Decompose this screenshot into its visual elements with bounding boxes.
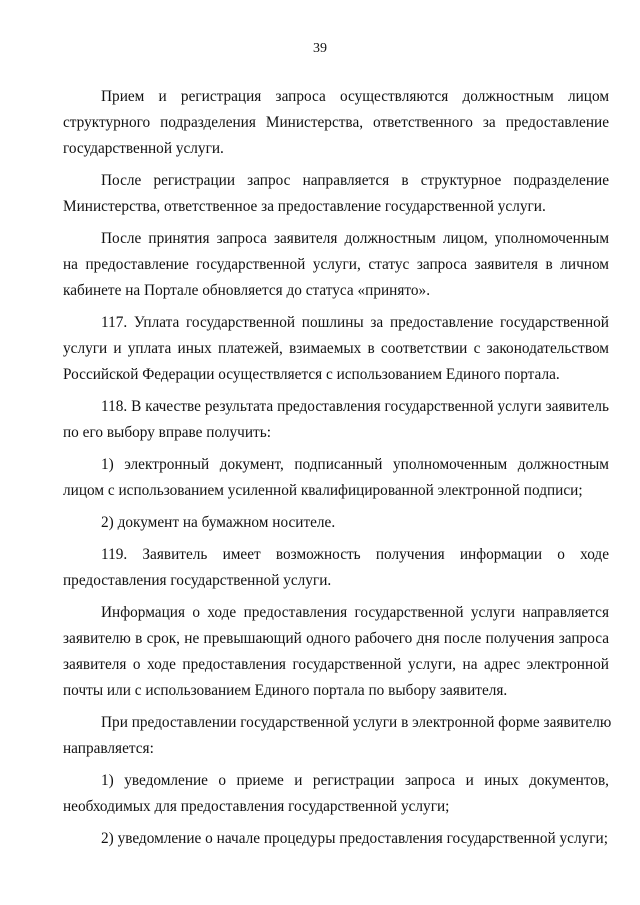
list-item-registration-notification xyxy=(63,768,609,820)
text-line: кабинете на Портале обновляется до статуса «принято». xyxy=(63,282,431,299)
paragraph-after-registration xyxy=(63,168,609,220)
paragraph-117-state-fee xyxy=(63,310,609,388)
text-line: Министерства, ответственное за предоставление государственной услуги. xyxy=(63,198,546,215)
text-line: заявителя о ходе предоставления государственной услуги, на адрес электронной xyxy=(63,656,609,673)
text-line: После регистрации запрос направляется в структурное подразделение xyxy=(101,172,609,189)
paragraph-electronic-form-notifications xyxy=(63,710,612,762)
paragraph-118-result xyxy=(63,394,609,446)
list-item-electronic-document xyxy=(63,452,609,504)
text-line: 1) уведомление о приеме и регистрации запроса и иных документов, xyxy=(101,772,609,789)
text-line: заявителю в срок, не превышающий одного рабочего дня после получения запроса xyxy=(63,630,609,647)
text-line: структурного подразделения Министерства, ответственного за предоставление xyxy=(63,114,609,131)
text-line: по его выбору вправе получить: xyxy=(63,424,271,441)
text-line: 1) электронный документ, подписанный уполномоченным должностным xyxy=(101,456,609,473)
text-line: лицом с использованием усиленной квалифицированной электронной подписи; xyxy=(63,482,583,499)
text-line: Информация о ходе предоставления государственной услуги направляется xyxy=(101,604,609,621)
paragraph-progress-info-delivery xyxy=(63,600,609,704)
text-line: 2) уведомление о начале процедуры предоставления государственной услуги; xyxy=(101,830,608,847)
text-line: необходимых для предоставления государственной услуги; xyxy=(63,798,450,815)
text-line: предоставления государственной услуги. xyxy=(63,572,332,589)
page-number: 39 xyxy=(313,41,327,56)
text-line: 119. Заявитель имеет возможность получения информации о ходе xyxy=(101,546,609,563)
text-line: При предоставлении государственной услуги в электронной форме заявителю xyxy=(101,714,612,731)
text-line: 118. В качестве результата предоставления государственной услуги заявитель xyxy=(101,398,609,415)
text-line: 2) документ на бумажном носителе. xyxy=(101,514,336,531)
text-line: услуги и уплата иных платежей, взимаемых в соответствии с законодательством xyxy=(63,340,609,357)
text-line: 117. Уплата государственной пошлины за предоставление государственной xyxy=(101,314,609,331)
paragraph-119-progress-info xyxy=(63,542,609,594)
text-line: Российской Федерации осуществляется с использованием Единого портала. xyxy=(63,366,560,383)
text-line: на предоставление государственной услуги, статус запроса заявителя в личном xyxy=(63,256,609,273)
text-line: После принятия запроса заявителя должностным лицом, уполномоченным xyxy=(101,230,609,247)
paragraph-status-update xyxy=(63,226,609,304)
paragraph-reception-registration xyxy=(63,84,609,162)
text-line: государственной услуги. xyxy=(63,140,224,157)
list-item-procedure-start-notification xyxy=(63,826,609,852)
text-line: почты или с использованием Единого портала по выбору заявителя. xyxy=(63,682,508,699)
text-line: Прием и регистрация запроса осуществляются должностным лицом xyxy=(101,88,609,105)
document-body xyxy=(63,84,612,852)
list-item-paper-document xyxy=(63,510,609,536)
text-line: направляется: xyxy=(63,740,154,757)
